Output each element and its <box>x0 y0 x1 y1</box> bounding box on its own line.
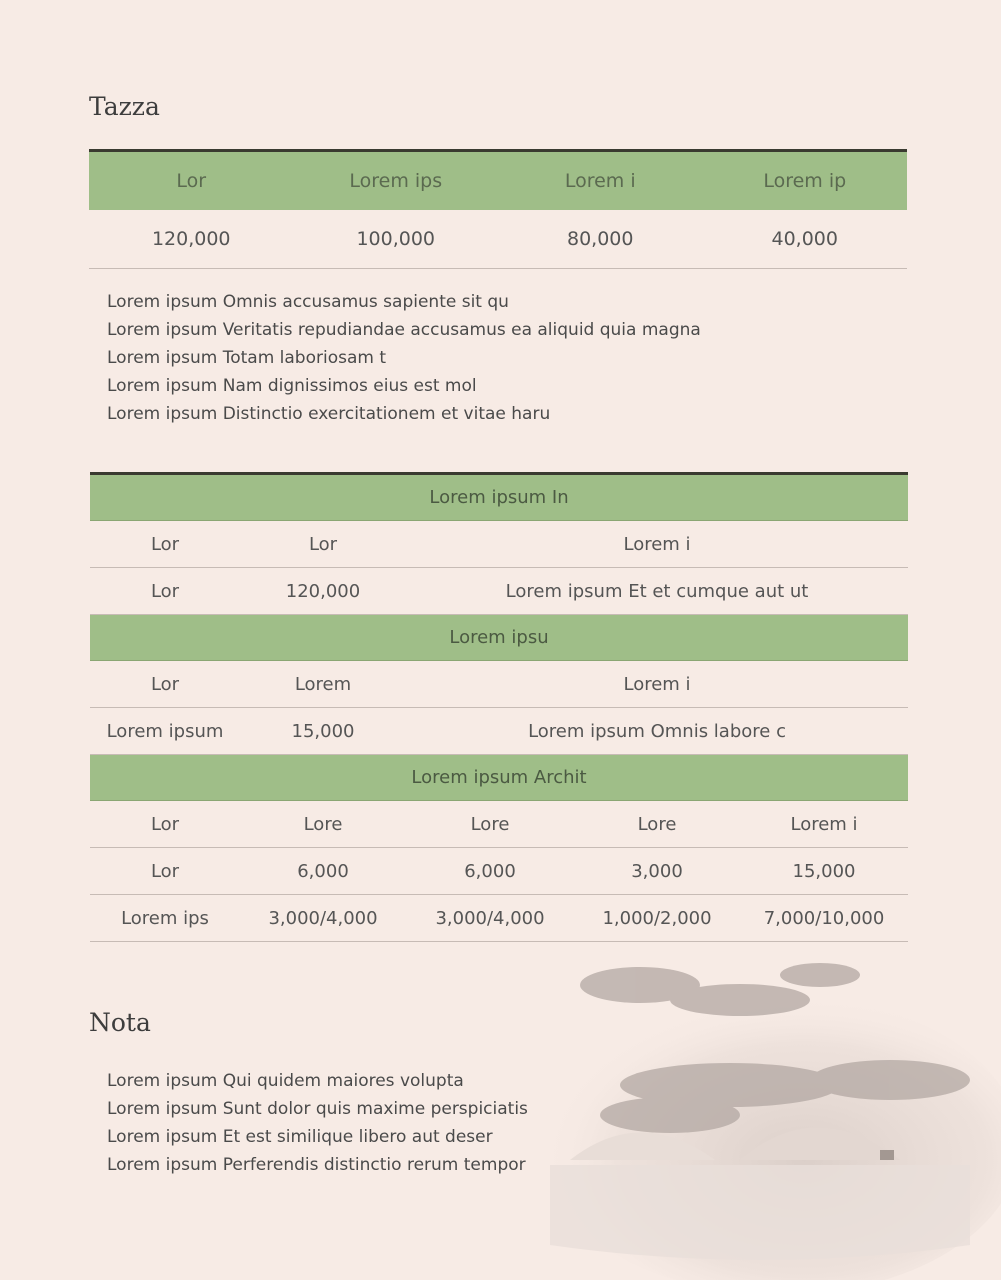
table-cell: Lore <box>240 801 406 848</box>
table-cell: 7,000/10,000 <box>740 895 908 942</box>
table-cell: Lor <box>90 521 240 568</box>
list-item: Lorem ipsum Et est similique libero aut deser <box>107 1127 493 1147</box>
table-cell: Lore <box>406 801 574 848</box>
table-cell: 100,000 <box>294 210 499 269</box>
table-cell: Lorem ipsum Omnis labore c <box>406 708 908 755</box>
table-cell: 3,000/4,000 <box>240 895 406 942</box>
table-cell: Lorem ipsum Et et cumque aut ut <box>406 568 908 615</box>
table-row <box>90 568 908 615</box>
table-cell: 15,000 <box>740 848 908 895</box>
table-cell: Lorem <box>240 661 406 708</box>
table-cell: Lor <box>90 661 240 708</box>
section-title-tazza: Tazza <box>89 92 160 121</box>
table-cell: Lorem i <box>406 521 908 568</box>
section-header: Lorem ipsum Archit <box>90 755 908 801</box>
list-item: Lorem ipsum Distinctio exercitationem et vitae haru <box>107 404 551 424</box>
section-header: Lorem ipsu <box>90 615 908 661</box>
list-item: Lorem ipsum Nam dignissimos eius est mol <box>107 376 477 396</box>
list-item: Lorem ipsum Veritatis repudiandae accusamus ea aliquid quia magna <box>107 320 701 340</box>
table-cell: Lorem i <box>740 801 908 848</box>
table-header-cell: Lorem ips <box>294 151 499 211</box>
table-row <box>90 801 908 848</box>
table-row <box>90 708 908 755</box>
table-row <box>90 661 908 708</box>
detail-table <box>90 472 908 942</box>
table-header-cell: Lor <box>89 151 294 211</box>
table-row <box>89 210 907 269</box>
tazza-notes-list <box>107 288 701 428</box>
table-cell: Lore <box>574 801 740 848</box>
price-table-header <box>89 151 907 211</box>
table-header-cell: Lorem i <box>498 151 703 211</box>
table-cell: 3,000 <box>574 848 740 895</box>
section-header-row <box>90 615 908 661</box>
list-item: Lorem ipsum Qui quidem maiores volupta <box>107 1071 464 1091</box>
section-title-nota: Nota <box>89 1008 151 1037</box>
list-item: Lorem ipsum Totam laboriosam t <box>107 348 387 368</box>
section-header-row <box>90 474 908 521</box>
table-cell: Lor <box>240 521 406 568</box>
table-row <box>90 521 908 568</box>
table-cell: 3,000/4,000 <box>406 895 574 942</box>
table-cell: Lorem ipsum <box>90 708 240 755</box>
tomb-landscape-illustration <box>490 945 1001 1280</box>
table-cell: 6,000 <box>240 848 406 895</box>
table-cell: 120,000 <box>89 210 294 269</box>
list-item: Lorem ipsum Sunt dolor quis maxime perspiciatis <box>107 1099 528 1119</box>
price-table <box>89 149 907 269</box>
section-header-row <box>90 755 908 801</box>
list-item: Lorem ipsum Omnis accusamus sapiente sit qu <box>107 292 509 312</box>
table-cell: 40,000 <box>703 210 908 269</box>
table-cell: 120,000 <box>240 568 406 615</box>
list-item: Lorem ipsum Perferendis distinctio rerum tempor <box>107 1155 526 1175</box>
table-cell: Lorem i <box>406 661 908 708</box>
table-cell: Lor <box>90 568 240 615</box>
nota-notes-list <box>107 1067 528 1179</box>
table-cell: Lorem ips <box>90 895 240 942</box>
table-cell: 1,000/2,000 <box>574 895 740 942</box>
table-cell: 6,000 <box>406 848 574 895</box>
table-header-cell: Lorem ip <box>703 151 908 211</box>
table-cell: Lor <box>90 801 240 848</box>
table-row <box>90 895 908 942</box>
table-cell: 80,000 <box>498 210 703 269</box>
section-header: Lorem ipsum In <box>90 474 908 521</box>
table-cell: Lor <box>90 848 240 895</box>
table-cell: 15,000 <box>240 708 406 755</box>
table-row <box>90 848 908 895</box>
